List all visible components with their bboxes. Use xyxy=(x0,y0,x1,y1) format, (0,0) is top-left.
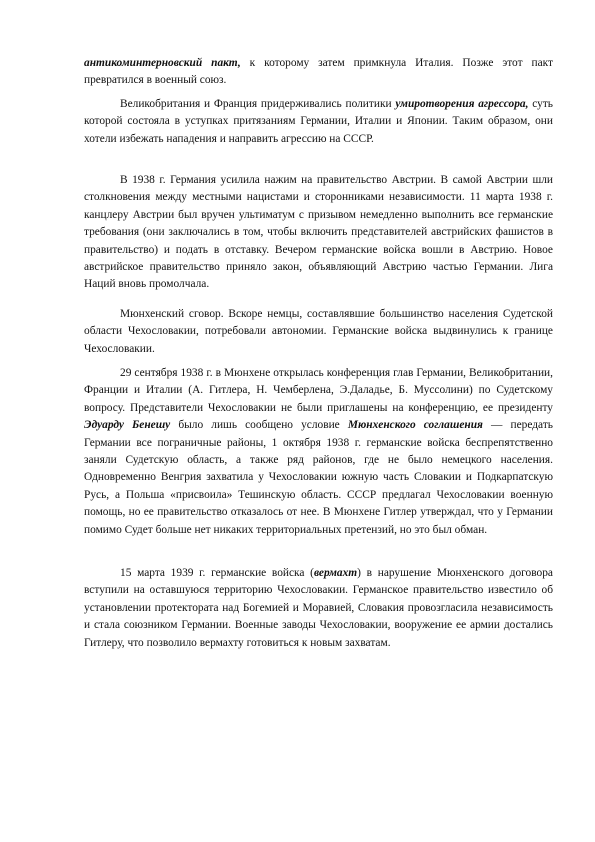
term-munich-agreement: Мюнхенского соглашения xyxy=(347,419,483,432)
paragraph-appeasement xyxy=(84,96,553,148)
paragraph-pact xyxy=(84,55,553,90)
paragraph-text: — передать Германии все пограничные районы, 1 октября 1938 г. германские войска беспрепятственно заняли Судетскую область, а также ряд районов, где не было немецкого населения. Одновременно Венгрия захватила у Чехословакии южную часть Словакии и Подкарпатскую Русь, а Польша «присвоила» Тешинскую область. СССР предлагал Чехословакии военную помощь, но ее правительство отказалось от нее. В Мюнхене Гитлер утверждал, что у Германии помимо Судет больше нет никаких территориальных претензий, но это был обман. xyxy=(84,419,553,536)
paragraph-text: 29 сентября 1938 г. в Мюнхене открылась конференция глав Германии, Великобритании, Франции и Италии (А. Гитлера, Н. Чемберлена, Э.Даладье, Б. Муссолини) по Судетскому вопросу. Представители Чехословакии не были приглашены на конференцию, ее президенту xyxy=(84,367,553,414)
paragraph-text: Мюнхенский сговор. Вскоре немцы, составлявшие большинство населения Судетской области Чехословакии, потребовали автономии. Германские войска выдвинулись к границе Чехословакии. xyxy=(84,308,553,355)
paragraph-text: ) в нарушение Мюнхенского договора вступили на оставшуюся территорию Чехословакии. Германское правительство известило об установлении протектората над Богемией и Моравией, Словакия провозгласила независимость и стала союзником Германии. Военные заводы Чехословакии, вооружение ее армии достались Гитлеру, что позволило вермахту готовиться к новым захватам. xyxy=(84,567,553,649)
paragraph-march-1939 xyxy=(84,565,553,652)
paragraph-text: В 1938 г. Германия усилила нажим на правительство Австрии. В самой Австрии шли столкновения между местными нацистами и сторонниками независимости. 11 марта 1938 г. канцлеру Австрии был вручен ультиматум с призывом немедленно выполнить все германские требования (они заключались в том, чтобы включить представителей австрийских фашистов в правительство) и подать в отставку. Вечером германские войска вошли в Австрию. Новое австрийское правительство приняло закон, объявляющий Австрию частью Германии. Лига Наций вновь промолчала. xyxy=(84,174,553,291)
paragraph-text: суть которой состояла в уступках притязаниям Германии, Италии и Японии. Таким образом, они хотели избежать нападения и направить агрессию на СССР. xyxy=(84,98,553,145)
paragraph-text: 15 марта 1939 г. германские войска ( xyxy=(120,567,314,579)
paragraph-text: было лишь сообщено условие xyxy=(170,419,348,432)
paragraph-munich-conference xyxy=(84,365,553,539)
term-appeasement: умиротворения агрессора, xyxy=(395,98,529,110)
paragraph-text: к которому затем примкнула Италия. Позже этот пакт превратился в военный союз. xyxy=(84,57,554,87)
paragraph-munich-intro xyxy=(84,306,553,358)
term-edvard-benes: Эдуарду Бенешу xyxy=(84,419,171,432)
paragraph-text: Великобритания и Франция придерживались политики xyxy=(120,98,396,110)
term-anticomintern-pact: антикоминтерновский пакт, xyxy=(84,57,241,69)
term-wehrmacht: вермахт xyxy=(313,567,358,579)
paragraph-austria xyxy=(84,172,553,294)
